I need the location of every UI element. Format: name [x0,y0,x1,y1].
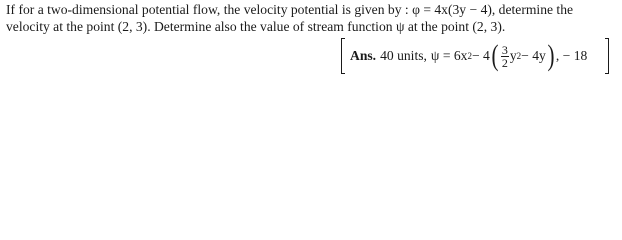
fraction [501,44,509,69]
right-bracket [605,38,609,74]
psi-value: , − 18 [555,48,588,63]
question-line-1: If for a two-dimensional potential flow, the velocity potential is given by : φ = 4x(3y − 4), determine the [6,2,574,17]
psi-lhs: ψ = 6x [430,48,468,63]
answer-line: Ans. 40 units, ψ = 6x 2 − 4 ( $\frac{3}{2}$ y 2 − 4y ) , − 18 [350,39,588,72]
minus-four-y: − 4y [521,48,546,63]
fraction-denominator: 2 [501,55,508,70]
question-text [6,1,618,35]
fraction-numerator: 3 [501,42,508,57]
minus-four: − 4 [471,48,490,63]
open-paren: ( [491,39,499,72]
answer-label: Ans. [350,48,377,63]
question-line-2: velocity at the point (2, 3). Determine also the value of stream function ψ at the point (2, 3). [6,19,506,34]
close-paren: ) [547,39,555,72]
left-bracket [341,38,345,74]
y-term: y [509,48,517,63]
velocity-answer: 40 units, [380,48,427,63]
answer-box [341,38,609,74]
